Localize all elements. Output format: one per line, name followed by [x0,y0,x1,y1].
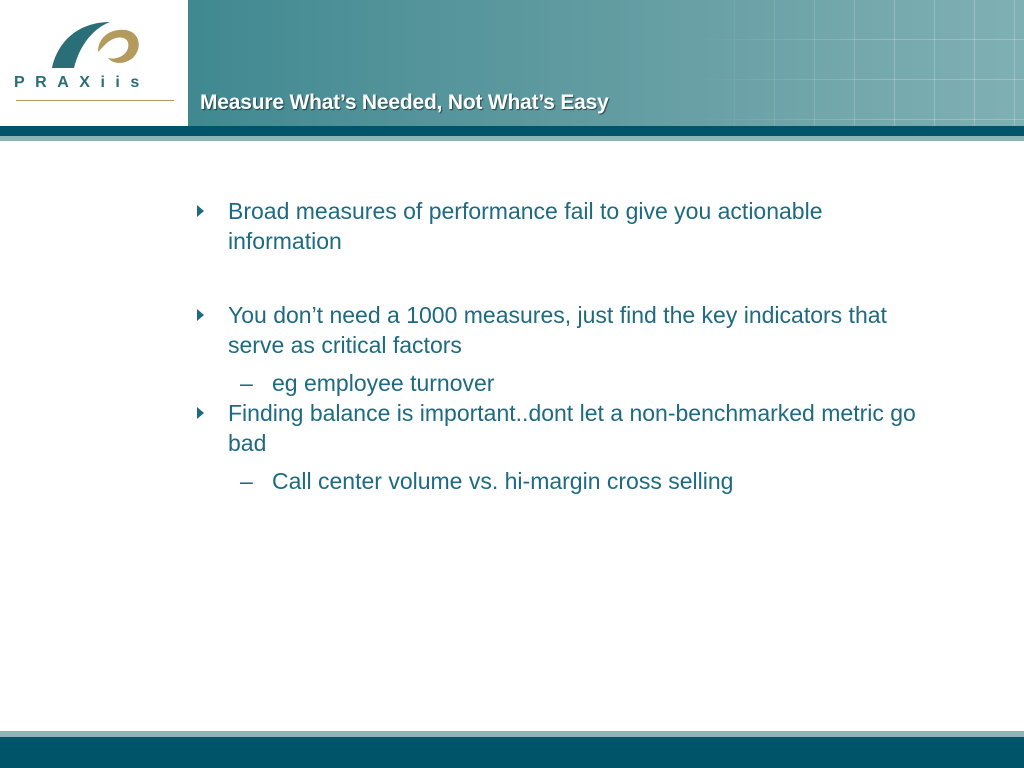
logo [0,0,188,126]
header-dark-band [0,126,1024,136]
sub-bullet-item [196,368,936,398]
bullet-text: You don’t need a 1000 measures, just find the key indicators that serve as critical factors [228,302,887,358]
dash-marker: – [240,468,253,494]
sub-bullet-text: Call center volume vs. hi-margin cross selling [272,468,734,494]
bullet-item [196,196,936,256]
dash-marker: – [240,370,253,396]
sub-bullet-text: eg employee turnover [272,370,495,396]
slide-title: Measure What’s Needed, Not What’s Easy [200,91,609,114]
footer-dark-band [0,737,1024,768]
bullet-text: Finding balance is important..dont let a non-benchmarked metric go bad [228,400,916,456]
logo-underline [16,100,174,101]
slide-body [196,196,936,496]
bullet-item [196,300,936,360]
bullet-text: Broad measures of performance fail to give you actionable information [228,198,823,254]
slide-header [0,0,1024,126]
sub-bullet-item [196,466,936,496]
triangle-bullet-icon [196,406,205,420]
header-light-band [0,136,1024,141]
header-grid-pattern [694,0,1024,126]
triangle-bullet-icon [196,204,205,218]
logo-wordmark: PRAXiis [14,74,150,91]
praxiis-swirl-icon [50,18,142,70]
triangle-bullet-icon [196,308,205,322]
bullet-item [196,398,936,458]
